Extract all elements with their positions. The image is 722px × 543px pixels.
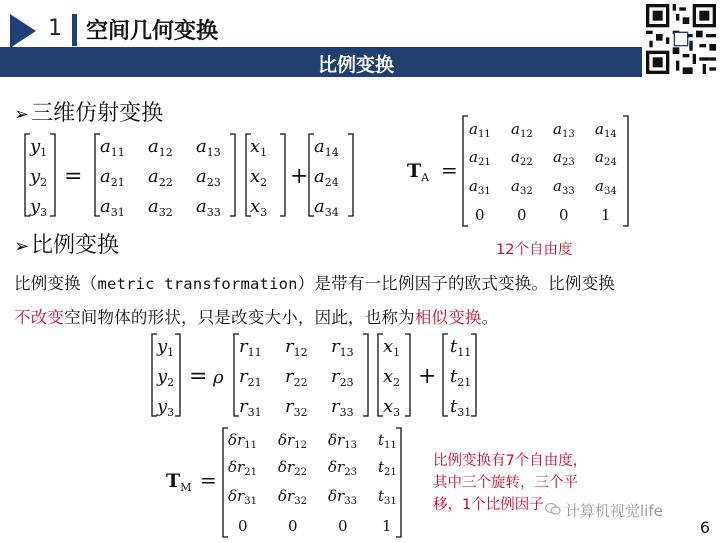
svg-text:δr12: $\delta r_{12}$	[278, 431, 307, 451]
svg-text:a33: $a_{33}$	[553, 177, 575, 197]
svg-text:0: 0	[238, 517, 248, 535]
svg-text:TM: $T_M$	[166, 470, 192, 494]
svg-text:δr33: $\delta r_{33}$	[328, 487, 357, 507]
svg-text:r32: $r_{32}$	[285, 396, 308, 419]
svg-text:0: 0	[288, 517, 298, 535]
dof-7-note: 比例变换有7个自由度， 其中三个旋转，三个平 移，1个比例因子	[433, 453, 588, 513]
svg-text:a22: $a_{22}$	[511, 148, 533, 168]
svg-text:a11: $a_{11}$	[469, 120, 491, 140]
svg-text:y2: $y_2$	[30, 166, 48, 189]
svg-text:a34: $a_{34}$	[595, 177, 617, 197]
svg-text:x2: $x_2$	[383, 366, 401, 389]
svg-text:a32: $a_{32}$	[511, 177, 533, 197]
svg-text:a12: $a_{12}$	[511, 120, 533, 140]
svg-text:+: +	[290, 164, 309, 189]
svg-text:a24: $a_{24}$	[314, 166, 339, 189]
svg-text:δr31: $\delta r_{31}$	[228, 487, 257, 507]
svg-text:a21: $a_{21}$	[100, 166, 125, 189]
svg-text:t11: $t_{11}$	[450, 336, 472, 359]
svg-text:y3: $y_3$	[157, 396, 175, 419]
paragraph-line-2: 不改变空间物体的形状，只是改变大小，因此，也称为相似变换。	[14, 308, 499, 327]
svg-text:1: 1	[382, 517, 392, 535]
svg-text:r11: $r_{11}$	[239, 336, 262, 359]
svg-text:δr32: $\delta r_{32}$	[278, 487, 307, 507]
svg-text:r33: $r_{33}$	[331, 396, 354, 419]
svg-text:=: =	[200, 468, 217, 492]
qr-code-icon	[646, 4, 716, 74]
svg-text:1: 1	[601, 206, 611, 224]
svg-text:y1: $y_1$	[157, 336, 175, 359]
bullet-scale	[14, 228, 119, 259]
watermark: 计算机视觉life	[565, 502, 663, 520]
page-number: 6	[699, 518, 710, 537]
svg-text:a32: $a_{32}$	[148, 196, 173, 219]
svg-text:a31: $a_{31}$	[100, 196, 125, 219]
svg-text:t31: $t_{31}$	[450, 396, 472, 419]
header-divider	[72, 14, 77, 46]
svg-text:δr13: $\delta r_{13}$	[328, 431, 357, 451]
svg-text:0: 0	[517, 206, 527, 224]
svg-text:0: 0	[338, 517, 348, 535]
svg-text:0: 0	[559, 206, 569, 224]
ta-matrix	[405, 112, 635, 230]
svg-text:a13: $a_{13}$	[553, 120, 575, 140]
svg-text:r13: $r_{13}$	[331, 336, 354, 359]
svg-text:y1: $y_1$	[30, 136, 48, 159]
svg-text:x1: $x_1$	[250, 136, 268, 159]
svg-text:a24: $a_{24}$	[595, 148, 617, 168]
svg-text:a12: $a_{12}$	[148, 136, 173, 159]
svg-text:=: =	[441, 158, 458, 182]
svg-text:ρ: ρ	[213, 367, 224, 388]
page-title: 空间几何变换	[86, 19, 219, 44]
svg-text:a23: $a_{23}$	[196, 166, 221, 189]
similarity-equation	[145, 330, 485, 422]
bullet-arrow-icon: ➢	[14, 236, 30, 257]
svg-text:TA: $T_A$	[407, 160, 430, 184]
svg-text:=: =	[189, 364, 208, 389]
svg-text:r21: $r_{21}$	[239, 366, 262, 389]
affine-heading: 三维仿射变换	[31, 101, 164, 126]
svg-text:a34: $a_{34}$	[314, 196, 339, 219]
svg-text:y3: $y_3$	[30, 196, 48, 219]
svg-text:x2: $x_2$	[250, 166, 268, 189]
paragraph-line-1: 比例变换（metric transformation）是带有一比例因子的欧式变换。比例变换	[14, 274, 615, 293]
svg-text:δr23: $\delta r_{23}$	[328, 458, 357, 478]
svg-text:t21: $t_{21}$	[450, 366, 472, 389]
svg-text:δr22: $\delta r_{22}$	[278, 458, 307, 478]
svg-text:+: +	[418, 364, 437, 389]
svg-text:a23: $a_{23}$	[553, 148, 575, 168]
header-arrow-icon	[10, 14, 36, 48]
svg-text:a14: $a_{14}$	[314, 136, 339, 159]
svg-text:x1: $x_1$	[383, 336, 401, 359]
dof-12-note: 12个自由度	[496, 242, 573, 258]
svg-text:δr21: $\delta r_{21}$	[228, 458, 257, 478]
svg-text:a22: $a_{22}$	[148, 166, 173, 189]
svg-text:x3: $x_3$	[383, 396, 401, 419]
bullet-affine	[14, 96, 163, 127]
svg-text:t11: $t_{11}$	[378, 431, 397, 451]
tm-matrix	[160, 425, 410, 540]
svg-text:y2: $y_2$	[157, 366, 175, 389]
bullet-arrow-icon: ➢	[14, 104, 30, 125]
section-number: 1	[48, 16, 62, 41]
scale-heading: 比例变换	[31, 233, 120, 258]
wechat-icon	[545, 502, 561, 516]
svg-text:=: =	[64, 164, 83, 189]
svg-text:a13: $a_{13}$	[196, 136, 221, 159]
svg-text:r12: $r_{12}$	[285, 336, 308, 359]
svg-text:a21: $a_{21}$	[469, 148, 491, 168]
svg-text:r22: $r_{22}$	[285, 366, 308, 389]
svg-text:r31: $r_{31}$	[239, 396, 262, 419]
svg-text:a11: $a_{11}$	[100, 136, 125, 159]
svg-text:t31: $t_{31}$	[378, 487, 397, 507]
affine-equation	[14, 130, 359, 222]
svg-text:a33: $a_{33}$	[196, 196, 221, 219]
svg-text:δr11: $\delta r_{11}$	[228, 431, 257, 451]
svg-text:a14: $a_{14}$	[595, 120, 617, 140]
svg-text:x3: $x_3$	[250, 196, 268, 219]
svg-text:0: 0	[475, 206, 485, 224]
svg-text:t21: $t_{21}$	[378, 458, 397, 478]
svg-text:a31: $a_{31}$	[469, 177, 491, 197]
svg-text:r23: $r_{23}$	[331, 366, 354, 389]
banner-title: 比例变换	[317, 54, 394, 76]
